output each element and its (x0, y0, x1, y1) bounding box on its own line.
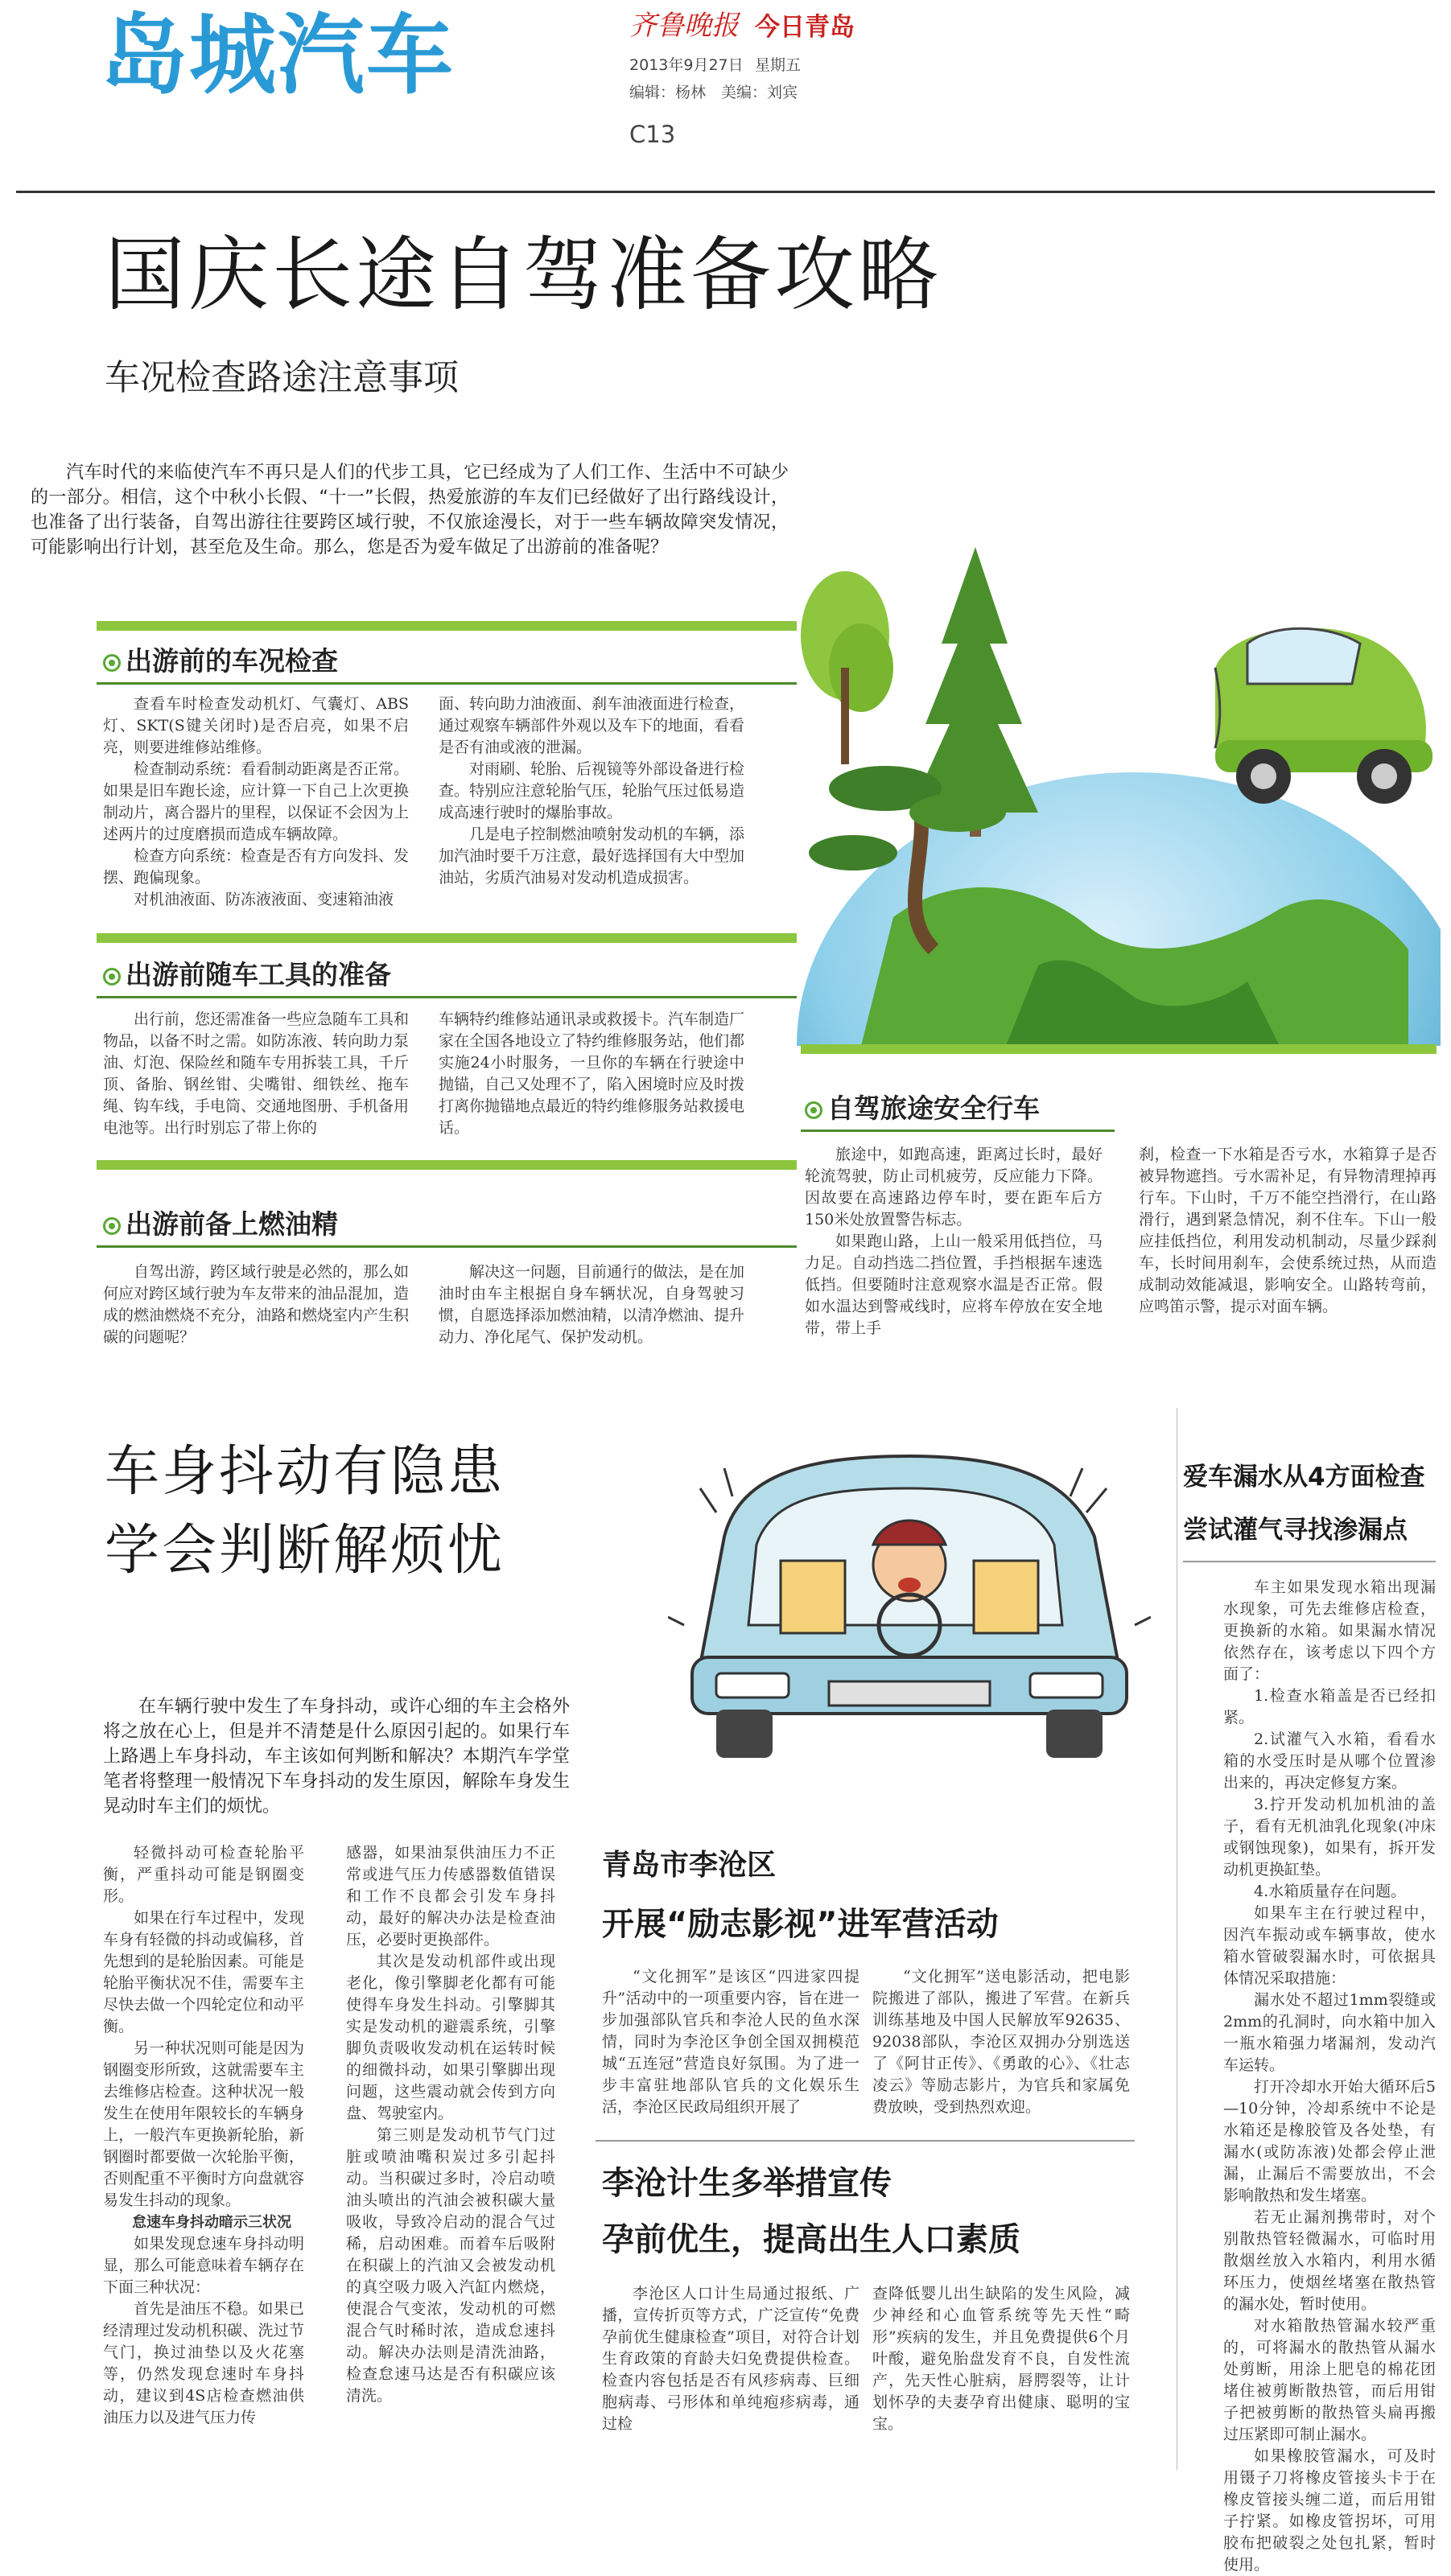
lead-headline: 国庆长途自驾准备攻略 (105, 228, 942, 322)
section3-top-rule (97, 1160, 797, 1170)
section2-top-rule (97, 933, 797, 943)
section4-top-rule (801, 1044, 1437, 1054)
globe-car-illustration (797, 547, 1441, 1046)
section1-title: 出游前的车况检查 (103, 640, 338, 678)
shake-intro: 在车辆行驶中发生了车身抖动，或许心细的车主会格外将之放在心上，但是并不清楚是什么原因引起的。如果行车上路遇上车身抖动，车主该如何判断和解决？本期汽车学堂笔者将整理一般情况下车身抖动的发生原因，解除车身发生晃动时车主们的烦忧。 (103, 1697, 570, 1817)
circle-bullet-icon (805, 1101, 822, 1119)
section-masthead-title: 岛城汽车 (101, 6, 455, 106)
shake-col1: 轻微抖动可检查轮胎平衡，严重抖动可能是钢圈变形。 如果在行车过程中，发现车身有轻微的抖动或偏移，首先想到的是轮胎因素。可能是轮胎平衡状况不佳，需要车主尽快去做一个四轮定位和动平衡。 另一种状况则可能是因为钢圈变形所致，这就需要车主去维修店检查。这种状况一般发生在使用年限较长的车辆身上，一般汽车更换新轮胎，新钢圈时都要做一次轮胎平衡，否则配重不平衡时方向盘就容易发生抖动的现象。 怠速车身抖动暗示三状况 如果发现怠速车身抖动明显，那么可能意味着车辆存在下面三种状况： 首先是油压不稳。如果已经清理过发动机积碳、洗过节气门，换过油垫以及火花塞等，仍然发现怠速时车身抖动，建议到4S店检查燃油供油压力以及进气压力传 (103, 1844, 304, 2426)
shake-headline-1: 车身抖动有隐患 (105, 1440, 505, 1504)
section2-col1: 出行前，您还需准备一些应急随车工具和物品，以备不时之需。如防冻液、转向助力泵油、灯泡、保险丝和随车专用拆装工具，千斤顶、备胎、钢丝钳、尖嘴钳、细铁丝、拖车绳、钩车线，手电筒、交通地图册、手机备用电池等。出行时别忘了带上你的 (103, 1010, 410, 1137)
licang2-headline-1: 李沧计生多举措宣传 (602, 2165, 892, 2202)
editor-credits: 编辑：杨林 美编：刘宾 (629, 84, 798, 101)
section2-title: 出游前随车工具的准备 (103, 954, 391, 992)
licang1-headline-1: 青岛市李沧区 (602, 1849, 777, 1882)
section3-col2: 解决这一问题，目前通行的做法，是在加油时由车主根据自身车辆状况，自身驾驶习惯，自愿选择添加燃油精，以清净燃油、提升动力、净化尾气、保护发动机。 (439, 1263, 745, 1346)
page-number: C13 (629, 121, 676, 148)
leak-headline-rule (1183, 1561, 1436, 1562)
section4-col2: 刹，检查一下水箱是否亏水，水箱算子是否被异物遮挡。亏水需补足，有异物清理掉再行车。下山时，千万不能空挡滑行，在山路滑行，遇到紧急情况，刹不住车。下山一般应挂低挡位，利用发动机制动，尽量少踩刹车，长时间用刹车，会使系统过热，从而造成制动效能减退，影响安全。山路转弯前，应鸣笛示警，提示对面车辆。 (1139, 1146, 1437, 1315)
licang-divider (596, 2140, 1135, 2142)
section3-col1: 自驾出游，跨区域行驶是必然的，那么如何应对跨区域行驶为车友带来的油品混加，造成的燃油燃烧不充分，油路和燃烧室内产生积碳的问题呢？ (103, 1263, 410, 1346)
masthead-rule (16, 191, 1435, 193)
section4-title-rule (801, 1130, 1115, 1132)
section4-title: 自驾旅途安全行车 (805, 1088, 1040, 1125)
section1-title-rule (97, 682, 797, 685)
section2-col2: 车辆特约维修站通讯录或救援卡。汽车制造厂家在全国各地设立了特约维修服务站，他们都实施24小时服务，一旦你的车辆在行驶途中抛锚，自己又处理不了，陷入困境时应及时拨打离你抛锚地点最近的特约维修服务站救援电话。 (439, 1010, 745, 1137)
licang1-col1: “文化拥军”是该区“四进家四提升”活动中的一项重要内容，旨在进一步加强部队官兵和李沧人民的鱼水深情，同时为李沧区争创全国双拥模范城“五连冠”营造良好氛围。为了进一步丰富驻地部队官兵的文化娱乐生活，李沧区民政局组织开展了 (602, 1968, 859, 2116)
licang2-headline-2: 孕前优生，提高出生人口素质 (602, 2221, 1020, 2258)
section2-title-rule (97, 996, 797, 998)
licang2-col1: 李沧区人口计生局通过报纸、广播，宣传折页等方式，广泛宣传“免费孕前优生健康检查”项目，对符合计划生育政策的育龄夫妇免费提供检查。检查内容包括是否有风疹病毒、巨细胞病毒、弓形体和单纯疱疹病毒，通过检 (602, 2285, 859, 2433)
shaking-car-cartoon (668, 1424, 1151, 1770)
licang2-col2: 查降低婴儿出生缺陷的发生风险，减少神经和心血管系统等先天性“畸形”疾病的发生，并且免费提供6个月叶酸，避免胎盘发育不良，自发性流产，先天性心脏病，唇腭裂等，让计划怀孕的夫妻孕育出健康、聪明的宝宝。 (872, 2285, 1130, 2433)
section1-col1: 查看车时检查发动机灯、气囊灯、ABS灯、SKT(S键关闭时)是否启亮，如果不启亮，则要进维修站维修。 检查制动系统：看看制动距离是否正常。如果是旧车跑长途，应计算一下自己上次更换制动片，离合器片的里程，以保证不会因为上述两片的过度磨损而造成车辆故障。 检查方向系统：检查是否有方向发抖、发摆、跑偏现象。 对机油液面、防冻液液面、变速箱油液 (103, 695, 410, 908)
section1-col2: 面、转向助力油液面、刹车油液面进行检查，通过观察车辆部件外观以及车下的地面，看看是否有油或液的泄漏。 对雨刷、轮胎、后视镜等外部设备进行检查。特别应注意轮胎气压，轮胎气压过低易造成高速行驶时的爆胎事故。 几是电子控制燃油喷射发动机的车辆，添加汽油时要千万注意，最好选择国有大中型加油站，劣质汽油易对发动机造成损害。 (439, 695, 745, 887)
shake-headline-2: 学会判断解烦忧 (105, 1519, 505, 1582)
section3-title: 出游前备上燃油精 (103, 1204, 338, 1241)
circle-bullet-icon (103, 968, 121, 986)
shake-col2: 感器，如果油泵供油压力不正常或进气压力传感器数值错误和工作不良都会引发车身抖动，最好的解决办法是检查油压，必要时更换部件。 其次是发动机部件或出现老化，像引擎脚老化都有可能使得车身发生抖动。引擎脚其实是发动机的避震系统，引擎脚负责吸收发动机在运转时候的细微抖动，如果引擎脚出现问题，这些震动就会传到方向盘、驾驶室内。 第三则是发动机节气门过脏或喷油嘴积炭过多引起抖动。当积碳过多时，冷启动喷油头喷出的汽油会被积碳大量吸收，导致冷启动的混合气过稀，启动困难。而着车后吸附在积碳上的汽油又会被发动机的真空吸力吸入汽缸内燃烧，使混合气变浓，发动机的可燃混合气时稀时浓，造成怠速抖动。解决办法则是清洗油路，检查怠速马达是否有积碳应该清洗。 (346, 1844, 555, 2405)
edition-label: 今日青岛 (755, 13, 855, 42)
newspaper-logo: 齐鲁晚报 (629, 10, 739, 42)
leak-body: 车主如果发现水箱出现漏水现象，可先去维修店检查，更换新的水箱。如果漏水情况依然存在，该考虑以下四个方面了： 1.检查水箱盖是否已经扣紧。 2.试灌气入水箱，看看水箱的水受压时是从哪个位置渗出来的，再决定修复方案。 3.拧开发动机加机油的盖子，看有无机油乳化现象(冲床或钢蚀现象)，如果有，拆开发动机更换缸垫。 4.水箱质量存在问题。 如果车主在行驶过程中，因汽车振动或车辆事故，使水箱水管破裂漏水时，可依据具体情况采取措施： 漏水处不超过1mm裂缝或2mm的孔洞时，向水箱中加入一瓶水箱强力堵漏剂，发动汽车运转。 打开冷却水开始大循环后5—10分钟，冷却系统中不论是水箱还是橡胶管及各处垫，有漏水(或防冻液)处都会停止泄漏，止漏后不需要放出，不会影响散热和发生堵塞。 若无止漏剂携带时，对个别散热管轻微漏水，可临时用散烟丝放入水箱内，利用水循环压力，使烟丝堵塞在散热管的漏水处，暂时使用。 对水箱散热管漏水较严重的，可将漏水的散热管从漏水处剪断，用涂上肥皂的棉花团堵住被剪断散热管，而后用钳子把被剪断的散热管头扁再搬过压紧即可制止漏水。 如果橡胶管漏水，可及时用镊子刀将橡皮管接头卡于在橡皮管接头缠二道，而后用钳子拧紧。如橡皮管拐坏，可用胶布把破裂之处包扎紧，暂时使用。 (1223, 1578, 1436, 2574)
section4-col1: 旅途中，如跑高速，距离过长时，最好轮流驾驶，防止司机疲劳，反应能力下降。因故要在高速路边停车时，要在距车后方150米处放置警告标志。 如果跑山路，上山一般采用低挡位，马力足。自动挡选二挡位置，手挡根据车速选低挡。但要随时注意观察水温是否正常。假如水温达到警戒线时，应将车停放在安全地带，带上手 (805, 1146, 1103, 1337)
issue-date: 2013年9月27日 (629, 56, 744, 74)
lead-subhead: 车况检查路途注意事项 (105, 357, 459, 398)
leak-headline-2: 尝试灌气寻找渗漏点 (1183, 1516, 1408, 1545)
circle-bullet-icon (103, 1217, 121, 1235)
lead-intro: 汽车时代的来临使汽车不再只是人们的代步工具，它已经成为了人们工作、生活中不可缺少的一部分。相信，这个中秋小长假、“十一”长假，热爱旅游的车友们已经做好了出行路线设计，也准备了出行装备，自驾出游往往要跨区域行驶，不仅旅途漫长，对于一些车辆故障突发情况，可能影响出行计划，甚至危及生命。那么，您是否为爱车做足了出游前的准备呢？ (31, 463, 789, 558)
section1-top-rule (97, 621, 797, 631)
issue-weekday: 星期五 (755, 56, 802, 74)
section3-title-rule (97, 1245, 797, 1248)
leak-headline-1: 爱车漏水从4方面检查 (1183, 1463, 1425, 1492)
licang1-headline-2: 开展“励志影视”进军营活动 (602, 1906, 999, 1943)
licang1-col2: “文化拥军”送电影活动，把电影院搬进了部队，搬进了军营。在新兵训练基地及中国人民解放军92635、92038部队，李沧区双拥办分别选送了《阿甘正传》、《勇敢的心》、《壮志凌云》等励志影片，为官兵和家属免费放映，受到热烈欢迎。 (872, 1968, 1130, 2116)
circle-bullet-icon (103, 654, 121, 672)
